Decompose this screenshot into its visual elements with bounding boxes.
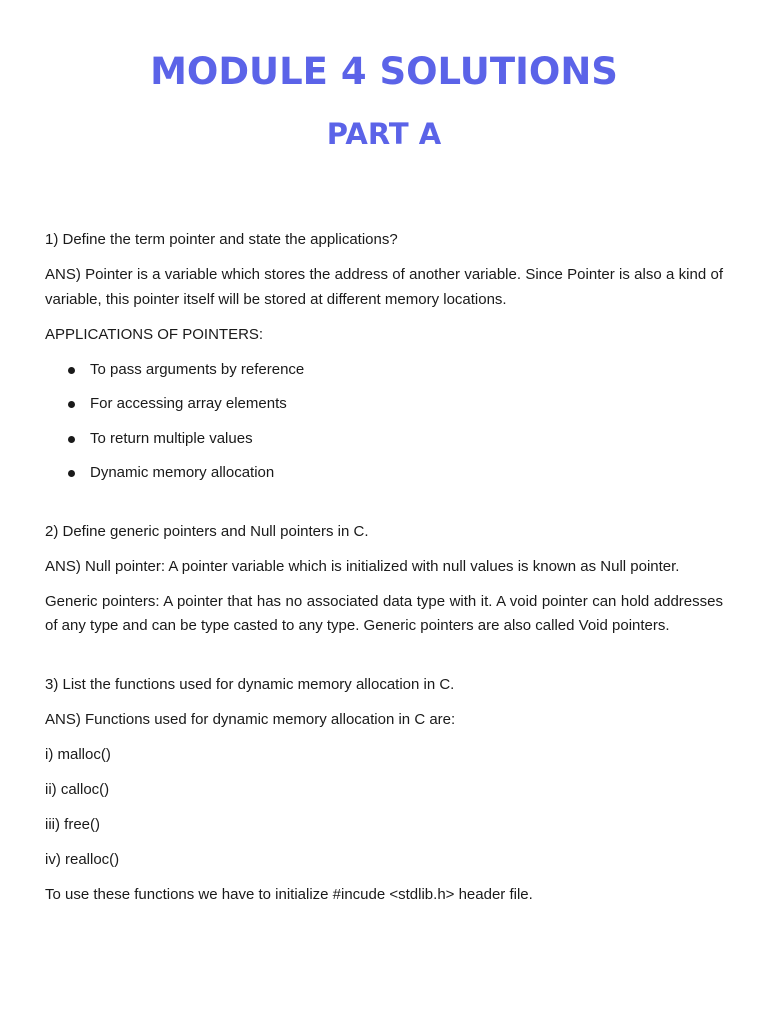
bullet-icon: [68, 470, 75, 477]
list-item-text: For accessing array elements: [90, 395, 287, 412]
bullet-icon: [68, 401, 75, 408]
list-item: [45, 358, 723, 383]
header-file-note: To use these functions we have to initialize #incude <stdlib.h> header file.: [45, 886, 533, 903]
page-title: MODULE 4 SOLUTIONS: [150, 50, 618, 93]
question-2: 2) Define generic pointers and Null pointers in C.: [45, 522, 369, 540]
function-item-realloc: iv) realloc(): [45, 851, 120, 868]
function-item-calloc: ii) calloc(): [45, 781, 110, 798]
applications-list: [45, 358, 723, 486]
answer-2: ANS) Null pointer: A pointer variable which is initialized with null values is known as Null pointer.: [45, 557, 680, 575]
function-item-malloc: i) malloc(): [45, 746, 111, 763]
bullet-icon: [68, 367, 75, 374]
spacer: [45, 649, 723, 673]
question-3: 3) List the functions used for dynamic memory allocation in C.: [45, 676, 455, 693]
answer-1: ANS) Pointer is a variable which stores the address of another variable. Since Pointer is also a kind of variable, this pointer itself will be stored at different memory locations.: [45, 266, 723, 308]
document-body: [45, 228, 723, 918]
list-item: [45, 392, 723, 417]
spacer: [45, 496, 723, 520]
list-item-text: To return multiple values: [90, 429, 253, 447]
list-item-text: To pass arguments by reference: [90, 360, 305, 378]
applications-heading: APPLICATIONS OF POINTERS:: [45, 325, 264, 343]
answer-3: ANS) Functions used for dynamic memory allocation in C are:: [45, 711, 456, 728]
question-1: 1) Define the term pointer and state the applications?: [45, 231, 398, 248]
function-item-free: iii) free(): [45, 816, 100, 833]
list-item: [45, 461, 723, 486]
bullet-icon: [68, 436, 75, 443]
answer-2-generic: Generic pointers: A pointer that has no associated data type with it. A void pointer can hold addresses of any type and can be type casted to any type. Generic pointers are also called Void pointers.: [45, 592, 723, 634]
page-subtitle: PART A: [326, 117, 442, 151]
list-item-text: Dynamic memory allocation: [90, 464, 275, 481]
list-item: [45, 427, 723, 452]
